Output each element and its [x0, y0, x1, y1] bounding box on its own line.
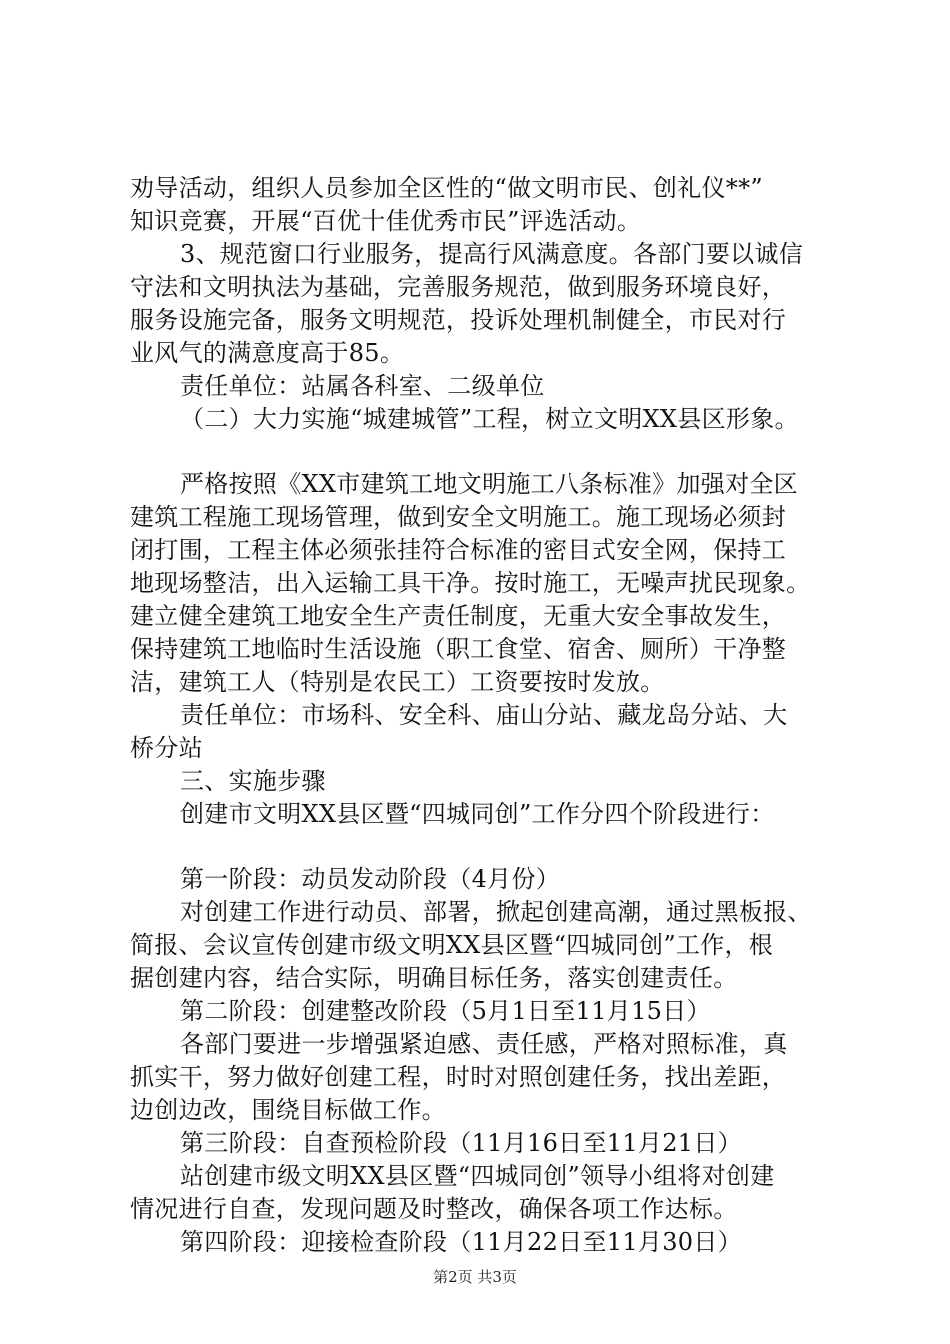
responsible-unit-line: 责任单位：站属各科室、二级单位 [180, 372, 545, 400]
paragraph-line: 知识竞赛，开展“百优十佳优秀市民”评选活动。 [130, 207, 642, 235]
stage-heading: 第四阶段：迎接检查阶段（11月22日至11月30日） [180, 1228, 742, 1256]
paragraph-line: 服务设施完备，服务文明规范，投诉处理机制健全，市民对行 [130, 306, 787, 334]
paragraph-line: 边创边改，围绕目标做工作。 [130, 1096, 446, 1124]
paragraph-line: 3、规范窗口行业服务，提高行风满意度。各部门要以诚信 [180, 240, 804, 268]
paragraph-line: 据创建内容，结合实际，明确目标任务，落实创建责任。 [130, 964, 738, 992]
paragraph-line: 简报、会议宣传创建市级文明XX县区暨“四城同创”工作，根 [130, 931, 774, 959]
paragraph-line: 抓实干，努力做好创建工程，时时对照创建任务，找出差距， [130, 1063, 787, 1091]
paragraph-line: 洁，建筑工人（特别是农民工）工资要按时发放。 [130, 668, 665, 696]
document-body [130, 172, 830, 1259]
paragraph-line: 劝导活动，组织人员参加全区性的“做文明市民、创礼仪**” [130, 174, 763, 202]
paragraph-line: 站创建市级文明XX县区暨“四城同创”领导小组将对创建 [180, 1162, 775, 1190]
paragraph-line: 严格按照《XX市建筑工地文明施工八条标准》加强对全区 [180, 470, 798, 498]
stage-heading: 第一阶段：动员发动阶段（4月份） [180, 865, 561, 893]
paragraph-gap [130, 436, 830, 468]
paragraph-line: 地现场整洁，出入运输工具干净。按时施工，无噪声扰民现象。 [130, 569, 811, 597]
paragraph-line: 对创建工作进行动员、部署，掀起创建高潮，通过黑板报、 [180, 898, 812, 926]
paragraph-line: 闭打围，工程主体必须张挂符合标准的密目式安全网，保持工 [130, 536, 787, 564]
paragraph-line: 建立健全建筑工地安全生产责任制度，无重大安全事故发生， [130, 602, 787, 630]
section-heading: 三、实施步骤 [180, 767, 326, 795]
page-number-footer: 第2页 共3页 [433, 1268, 517, 1286]
paragraph-line: 业风气的满意度高于85。 [130, 339, 405, 367]
responsible-unit-line: 责任单位：市场科、安全科、庙山分站、藏龙岛分站、大 [180, 701, 788, 729]
section-heading: （二）大力实施“城建城管”工程，树立文明XX县区形象。 [180, 405, 799, 433]
paragraph-line: 各部门要进一步增强紧迫感、责任感，严格对照标准，真 [180, 1030, 788, 1058]
paragraph-line: 建筑工程施工现场管理，做到安全文明施工。施工现场必须封 [130, 503, 787, 531]
stage-heading: 第二阶段：创建整改阶段（5月1日至11月15日） [180, 997, 711, 1025]
paragraph-gap [130, 831, 830, 863]
paragraph-line: 桥分站 [130, 734, 203, 762]
paragraph-line: 保持建筑工地临时生活设施（职工食堂、宿舍、厕所）干净整 [130, 635, 787, 663]
paragraph-line: 守法和文明执法为基础，完善服务规范，做到服务环境良好， [130, 273, 787, 301]
stage-heading: 第三阶段：自查预检阶段（11月16日至11月21日） [180, 1129, 742, 1157]
paragraph-line: 创建市文明XX县区暨“四城同创”工作分四个阶段进行： [180, 800, 775, 828]
paragraph-line: 情况进行自查，发现问题及时整改，确保各项工作达标。 [130, 1195, 738, 1223]
